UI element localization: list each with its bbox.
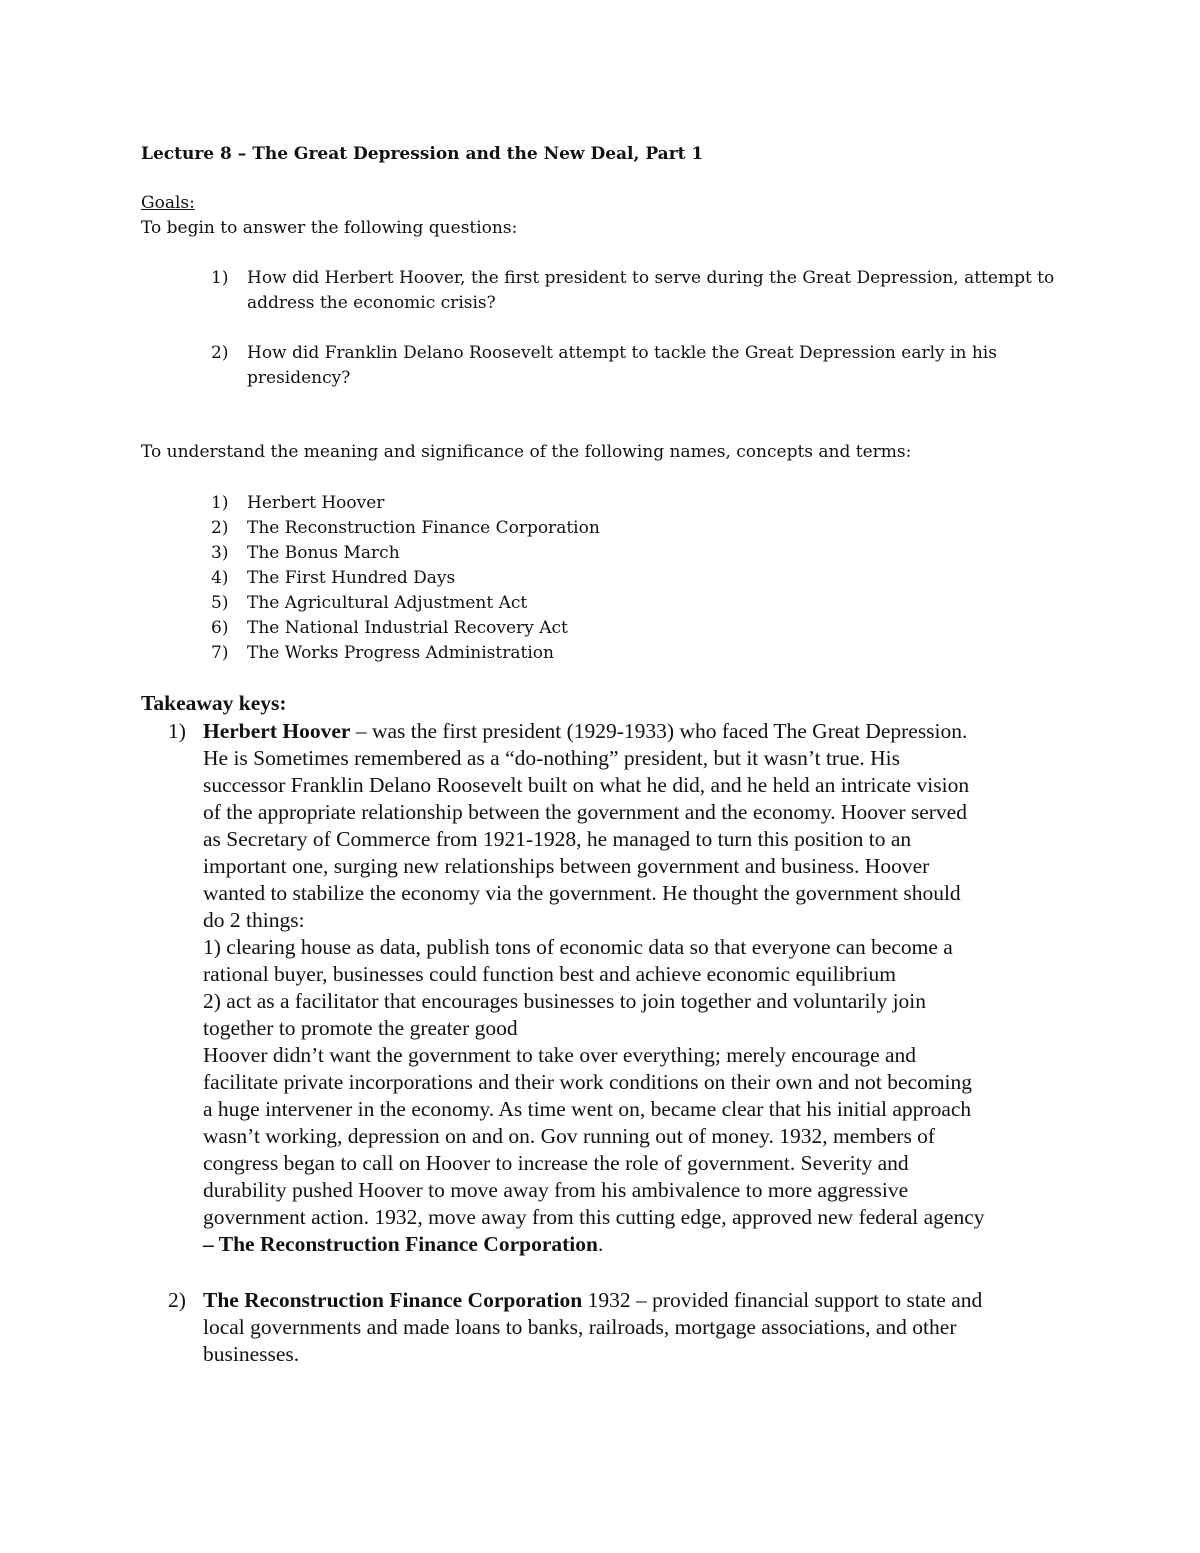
- goal-question-line: presidency?: [247, 368, 351, 388]
- term-text: The First Hundred Days: [247, 568, 456, 588]
- term-text: Herbert Hoover: [247, 493, 385, 513]
- takeaway-heading: Takeaway keys:: [141, 691, 287, 715]
- term-number: 4): [211, 568, 229, 588]
- goals-intro: To begin to answer the following questions:: [141, 218, 518, 238]
- takeaway-term: The Reconstruction Finance Corporation: [203, 1288, 583, 1312]
- term-number: 3): [211, 543, 229, 563]
- takeaway-line: important one, surging new relationships between government and business. Hoover: [203, 854, 930, 878]
- goal-question-line: How did Herbert Hoover, the first president to serve during the Great Depression, attempt to: [247, 268, 1055, 288]
- takeaway-line: successor Franklin Delano Roosevelt built on what he did, and he held an intricate vision: [203, 773, 970, 797]
- term-number: 2): [211, 518, 229, 538]
- takeaway-term: Herbert Hoover: [203, 719, 351, 743]
- takeaway-line: as Secretary of Commerce from 1921-1928, he managed to turn this position to an: [203, 827, 912, 851]
- takeaway-line: do 2 things:: [203, 908, 305, 932]
- term-text: The Agricultural Adjustment Act: [247, 593, 528, 613]
- takeaway-line: government action. 1932, move away from this cutting edge, approved new federal agency: [203, 1205, 985, 1229]
- takeaway-line: of the appropriate relationship between the government and the economy. Hoover served: [203, 800, 967, 824]
- goal-question-number: 2): [211, 343, 229, 363]
- term-number: 5): [211, 593, 229, 613]
- takeaway-line: Hoover didn’t want the government to take over everything; merely encourage and: [203, 1043, 917, 1067]
- term-text: The National Industrial Recovery Act: [247, 618, 568, 638]
- terms-intro: To understand the meaning and significance of the following names, concepts and terms:: [141, 442, 912, 462]
- takeaway-number: 2): [168, 1288, 186, 1312]
- takeaway-period: .: [597, 1232, 604, 1256]
- term-text: The Works Progress Administration: [247, 643, 554, 663]
- takeaway-line: rational buyer, businesses could function best and achieve economic equilibrium: [203, 962, 896, 986]
- takeaway-line: He is Sometimes remembered as a “do-nothing” president, but it wasn’t true. His: [203, 746, 900, 770]
- document-title: Lecture 8 – The Great Depression and the New Deal, Part 1: [141, 144, 704, 164]
- takeaway-line: congress began to call on Hoover to increase the role of government. Severity and: [203, 1151, 909, 1175]
- takeaway-first-line: [203, 718, 1068, 745]
- takeaway-first-line-text: – was the first president (1929-1933) who faced The Great Depression.: [350, 719, 968, 743]
- goal-question-text: [247, 341, 1067, 391]
- goal-question-number: 1): [211, 268, 229, 288]
- takeaway-line: together to promote the greater good: [203, 1016, 518, 1040]
- takeaway-line: businesses.: [203, 1342, 300, 1366]
- takeaway-line: 2) act as a facilitator that encourages businesses to join together and voluntarily join: [203, 989, 927, 1013]
- takeaway-line: durability pushed Hoover to move away from his ambivalence to more aggressive: [203, 1178, 909, 1202]
- term-text: The Reconstruction Finance Corporation: [247, 518, 600, 538]
- takeaway-first-line-text: 1932 – provided financial support to state and: [582, 1288, 983, 1312]
- takeaway-line: wasn’t working, depression on and on. Gov running out of money. 1932, members of: [203, 1124, 936, 1148]
- takeaway-line: a huge intervener in the economy. As time went on, became clear that his initial approach: [203, 1097, 972, 1121]
- takeaway-body: [203, 718, 1068, 1258]
- takeaway-last-line: [203, 1231, 1068, 1258]
- term-number: 6): [211, 618, 229, 638]
- takeaway-last-line-term: The Reconstruction Finance Corporation: [218, 1232, 598, 1256]
- takeaway-dash: –: [203, 1232, 219, 1256]
- goals-label: Goals:: [141, 193, 195, 213]
- takeaway-line: 1) clearing house as data, publish tons of economic data so that everyone can become a: [203, 935, 953, 959]
- takeaway-line: facilitate private incorporations and their work conditions on their own and not becoming: [203, 1070, 973, 1094]
- term-number: 7): [211, 643, 229, 663]
- takeaway-number: 1): [168, 719, 186, 743]
- goal-question-line: address the economic crisis?: [247, 293, 496, 313]
- goal-question-line: How did Franklin Delano Roosevelt attempt to tackle the Great Depression early in his: [247, 343, 997, 363]
- term-number: 1): [211, 493, 229, 513]
- takeaway-line: wanted to stabilize the economy via the government. He thought the government should: [203, 881, 961, 905]
- takeaway-body: [203, 1287, 1068, 1368]
- goal-question-text: [247, 266, 1067, 316]
- term-text: The Bonus March: [247, 543, 400, 563]
- takeaway-first-line: [203, 1287, 1068, 1314]
- takeaway-line: local governments and made loans to banks, railroads, mortgage associations, and other: [203, 1315, 957, 1339]
